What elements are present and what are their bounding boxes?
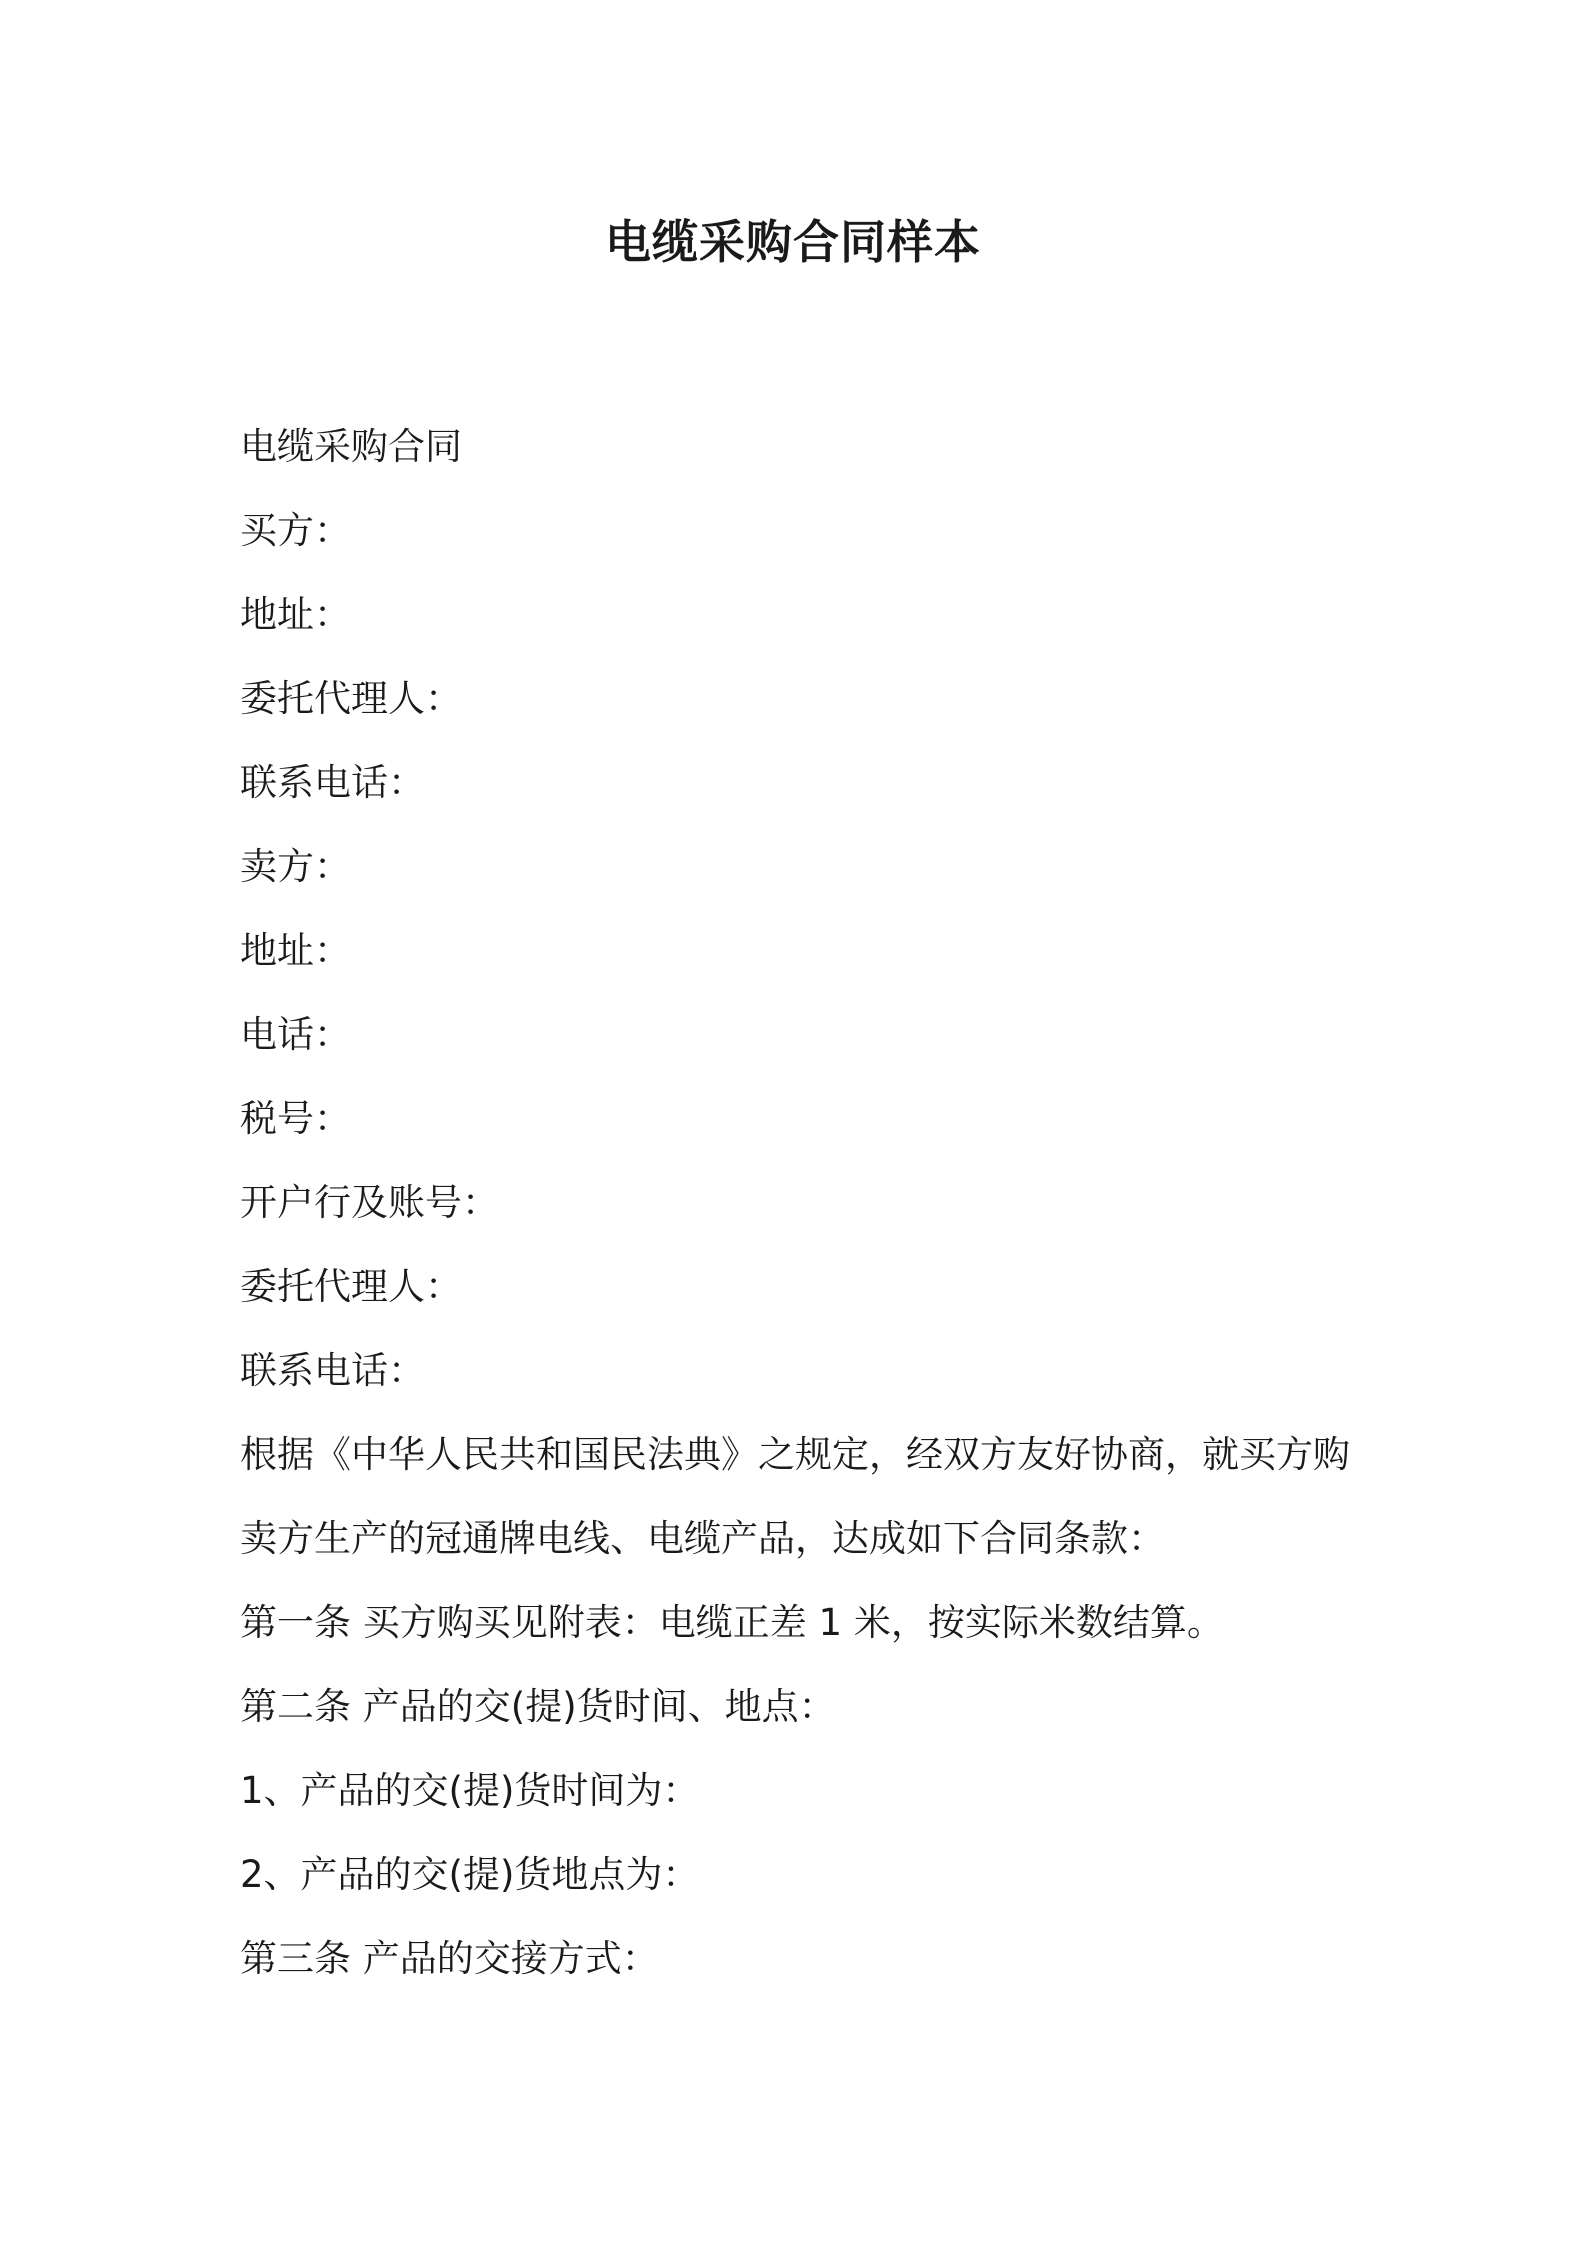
buyer-address-field: 地址：	[240, 593, 351, 636]
article-3: 第三条 产品的交接方式：	[240, 1937, 659, 1980]
seller-phone-field: 电话：	[240, 1013, 351, 1056]
article-1: 第一条 买方购买见附表：电缆正差 1 米，按实际米数结算。	[240, 1601, 1224, 1644]
seller-agent-field: 委托代理人：	[240, 1265, 462, 1308]
article-2: 第二条 产品的交(提)货时间、地点：	[240, 1685, 836, 1728]
tax-number-field: 税号：	[240, 1097, 351, 1140]
document-title: 电缆采购合同样本	[605, 215, 981, 269]
buyer-phone-field: 联系电话：	[240, 761, 425, 804]
preamble-line-2: 卖方生产的冠通牌电线、电缆产品，达成如下合同条款：	[240, 1517, 1165, 1560]
article-2-item-1: 1、产品的交(提)货时间为：	[240, 1769, 700, 1812]
article-2-item-2: 2、产品的交(提)货地点为：	[240, 1853, 700, 1896]
bank-account-field: 开户行及账号：	[240, 1181, 499, 1224]
preamble-line-1: 根据《中华人民共和国民法典》之规定，经双方友好协商，就买方购	[240, 1433, 1350, 1476]
seller-address-field: 地址：	[240, 929, 351, 972]
contract-heading: 电缆采购合同	[240, 425, 462, 468]
seller-contact-phone-field: 联系电话：	[240, 1349, 425, 1392]
seller-field: 卖方：	[240, 845, 351, 888]
buyer-agent-field: 委托代理人：	[240, 677, 462, 720]
document-body	[240, 405, 1370, 2001]
buyer-field: 买方：	[240, 509, 351, 552]
